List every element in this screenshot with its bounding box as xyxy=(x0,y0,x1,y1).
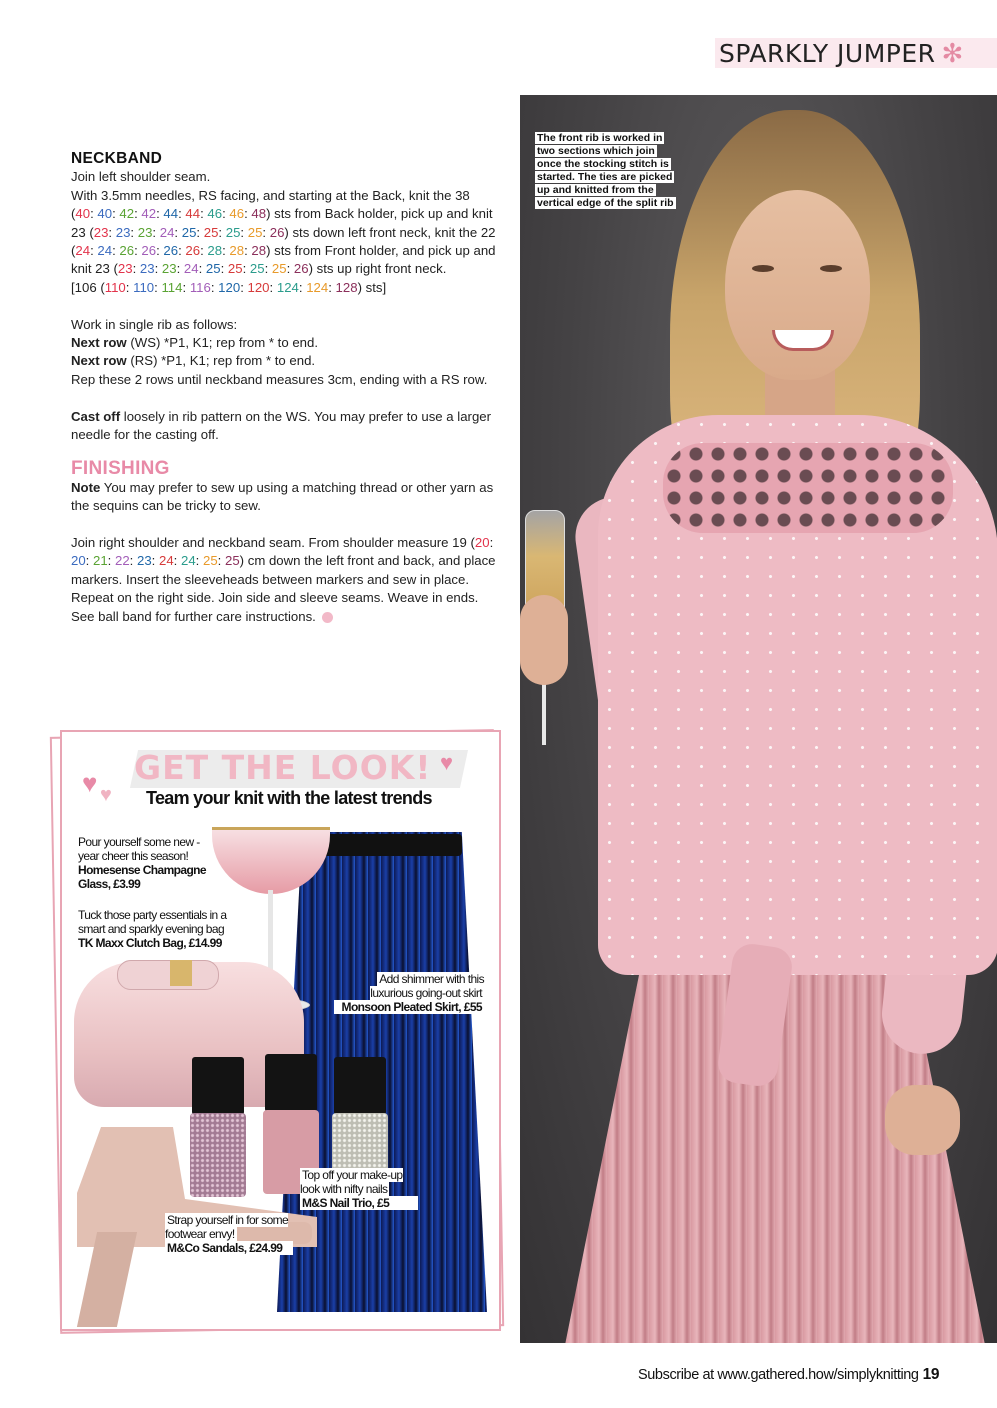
pattern-text xyxy=(71,150,496,626)
neckband-stitch-total: [106 (110: 110: 114: 116: 120: 120: 124: 124: 128) sts] xyxy=(71,279,387,295)
rib-row-1: Next row (WS) *P1, K1; rep from * to end. xyxy=(71,335,318,351)
neckband-heading: NECKBAND xyxy=(71,150,163,167)
yarn-ball-icon xyxy=(322,612,333,623)
finishing-note: Note You may prefer to sew up using a matching thread or other yarn as the sequins can be tricky to sew. xyxy=(71,479,494,514)
footer xyxy=(638,1366,939,1384)
item-sandals: Strap yourself in for some footwear envy! M&Co Sandals, £24.99 xyxy=(165,1213,293,1255)
sparkly-jumper xyxy=(598,415,997,975)
rib-intro: Work in single rib as follows: xyxy=(71,316,238,332)
subscribe-link[interactable]: Subscribe at www.gathered.how/simplyknitting xyxy=(638,1367,919,1383)
heart-icon: ♥ xyxy=(440,750,454,775)
heart-icon: ♥ xyxy=(82,768,98,798)
face xyxy=(725,190,870,380)
lace-yoke xyxy=(663,443,953,533)
rib-row-2: Next row (RS) *P1, K1; rep from * to end. xyxy=(71,353,316,369)
finishing-heading: FINISHING xyxy=(71,458,170,480)
item-clutch: Tuck those party essentials in a smart and sparkly evening bag TK Maxx Clutch Bag, £14.99 xyxy=(78,908,227,950)
neckband-instructions: With 3.5mm needles, RS facing, and starting at the Back, knit the 38 (40: 40: 42: 42: 44: 44: 46: 46: 48) sts from Back holder, pick up and knit 23 (23: 23: 23: 24: 25: 25: 25: 25: 26) sts down left front neck, knit the 22 (24: 24: 26: 26: 26: 26: 28: 28: 28) sts from Front holder, and pick up and knit 23 (23: 23: 23: 24: 25: 25: 25: 25: 26) sts up right front neck. xyxy=(71,187,496,277)
rib-repeat: Rep these 2 rows until neckband measures 3cm, ending with a RS row. xyxy=(71,371,488,387)
section-header xyxy=(715,38,997,68)
neckband-join: Join left shoulder seam. xyxy=(71,169,211,185)
cast-off: Cast off loosely in rib pattern on the WS. You may prefer to use a larger needle for the casting off. xyxy=(71,408,492,443)
get-the-look-box xyxy=(60,730,501,1331)
nail-polish-glitter xyxy=(192,1057,244,1197)
item-champagne: Pour yourself some new -year cheer this season! Homesense Champagne Glass, £3.99 xyxy=(78,835,206,891)
section-title: SPARKLY JUMPER xyxy=(719,38,936,68)
item-skirt: Add shimmer with this luxurious going-out skirt Monsoon Pleated Skirt, £55 xyxy=(334,972,484,1014)
finishing-paragraph: Join right shoulder and neckband seam. From shoulder measure 19 (20: 20: 21: 22: 23: 24: 24: 25: 25) cm down the left front and back, and place markers. Insert the sleeveheads between markers and sew in place. Repeat on the right side. Join side and sleeve seams. Weave in ends. See ball band for further care instructions. xyxy=(71,535,496,624)
model-photo xyxy=(520,95,997,1343)
photo-caption: The front rib is worked in two sections which join once the stocking stitch is started. The ties are picked up and knitted from the vertical edge of the split rib xyxy=(537,132,674,209)
get-the-look-subtitle: Team your knit with the latest trends xyxy=(146,788,432,808)
item-nails: Top off your make-up look with nifty nails M&S Nail Trio, £5 xyxy=(300,1168,418,1210)
get-the-look-title: GET THE LOOK! xyxy=(134,748,432,787)
flower-icon: ✻ xyxy=(941,37,964,68)
page-number: 19 xyxy=(922,1366,940,1383)
heart-icon: ♥ xyxy=(100,784,112,806)
